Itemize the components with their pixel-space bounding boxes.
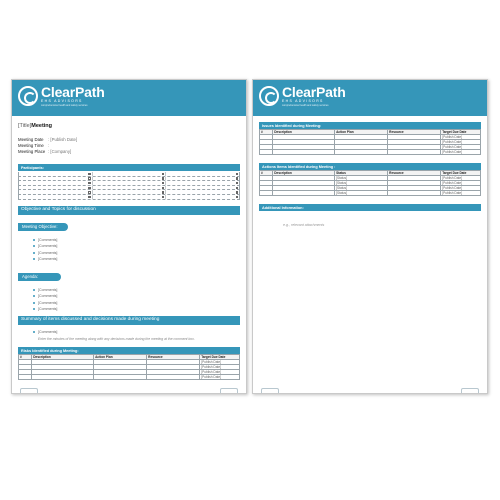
participant-checkbox[interactable] bbox=[236, 196, 238, 198]
participant-checkbox[interactable] bbox=[162, 187, 164, 189]
table-row[interactable]: [Status] [Publish Date] bbox=[260, 181, 481, 186]
meeting-time-value[interactable]: : bbox=[48, 143, 50, 148]
table-row[interactable]: [Status] [Publish Date] bbox=[260, 191, 481, 196]
attachments-placeholder[interactable]: e.g., relevant attachments bbox=[283, 223, 325, 227]
risks-table: # Description Action Plan Resource Target Due Date [Publish Date] [Publish Date] [Publish Date] [Publish Date] bbox=[18, 354, 240, 380]
comment-item[interactable]: [Comments] bbox=[38, 329, 240, 336]
participant-checkbox[interactable] bbox=[88, 182, 90, 184]
risks-table-header: Risks Identified during Meeting: bbox=[18, 347, 240, 354]
table-row[interactable]: [Publish Date] bbox=[19, 375, 240, 380]
participants-row bbox=[18, 195, 240, 200]
brand-name: ClearPath bbox=[282, 84, 346, 100]
table-row[interactable]: [Publish Date] bbox=[260, 150, 481, 155]
brand-sub: EHS ADVISORS bbox=[41, 99, 83, 103]
summary-comments bbox=[18, 329, 240, 336]
brand-tagline: comprehensive health and safety services bbox=[282, 104, 329, 107]
objective-section-header: Objective and Topics for discussion bbox=[18, 206, 240, 215]
comment-item[interactable]: [Comments] bbox=[38, 293, 240, 300]
participant-checkbox[interactable] bbox=[162, 191, 164, 193]
brand-sub: EHS ADVISORS bbox=[282, 99, 324, 103]
meeting-place-label: Meeting Place bbox=[18, 149, 46, 154]
table-row[interactable]: [Publish Date] bbox=[19, 365, 240, 370]
actions-table: # Description Status Resource Target Due Date [Status] [Publish Date] [Status] [Publish Date] [Status] [Publish Date] [Status] [Publish Date] bbox=[259, 170, 481, 196]
participant-checkbox[interactable] bbox=[236, 187, 238, 189]
comment-item[interactable]: [Comments] bbox=[38, 243, 240, 250]
participant-checkbox[interactable] bbox=[88, 177, 90, 179]
footer-tab bbox=[461, 388, 479, 393]
table-row[interactable]: [Status] [Publish Date] bbox=[260, 186, 481, 191]
meeting-objective-pill: Meeting Objective: bbox=[18, 223, 68, 231]
meeting-date-label: Meeting Date bbox=[18, 137, 44, 142]
page-header bbox=[12, 80, 246, 116]
clearpath-logo-icon bbox=[259, 86, 279, 106]
participant-checkbox[interactable] bbox=[88, 173, 90, 175]
participant-checkbox[interactable] bbox=[88, 196, 90, 198]
participant-checkbox[interactable] bbox=[236, 182, 238, 184]
table-row[interactable]: [Publish Date] bbox=[260, 145, 481, 150]
participant-checkbox[interactable] bbox=[236, 191, 238, 193]
participant-checkbox[interactable] bbox=[162, 196, 164, 198]
summary-note: Enter the minutes of the meeting along with any decisions made during the meeting at the comment box. bbox=[38, 337, 195, 342]
comment-item[interactable]: [Comments] bbox=[38, 250, 240, 257]
table-row[interactable]: [Publish Date] bbox=[260, 135, 481, 140]
meeting-meta bbox=[18, 137, 240, 155]
agenda-comments bbox=[18, 287, 240, 313]
participant-checkbox[interactable] bbox=[162, 182, 164, 184]
issues-table: # Description Action Plan Resource Target Due Date [Publish Date] [Publish Date] [Publish Date] [Publish Date] bbox=[259, 129, 481, 155]
footer-tab bbox=[261, 388, 279, 393]
comment-item[interactable]: [Comments] bbox=[38, 306, 240, 313]
additional-info-header: Additional Information: bbox=[259, 204, 481, 211]
clearpath-logo-icon bbox=[18, 86, 38, 106]
participant-checkbox[interactable] bbox=[88, 191, 90, 193]
footer-tab bbox=[220, 388, 238, 393]
meeting-time-label: Meeting Time bbox=[18, 143, 44, 148]
meeting-place-value[interactable]: : [Company] bbox=[48, 149, 72, 154]
table-row[interactable]: [Publish Date] bbox=[19, 370, 240, 375]
table-row[interactable]: [Publish Date] bbox=[260, 140, 481, 145]
participant-checkbox[interactable] bbox=[236, 177, 238, 179]
summary-section-header: Summary of items discussed and decisions made during meeting bbox=[18, 316, 240, 325]
participants-table bbox=[18, 172, 240, 200]
participants-header: Participants: bbox=[18, 164, 240, 171]
table-row[interactable]: [Publish Date] bbox=[19, 360, 240, 365]
agenda-pill: Agenda: bbox=[18, 273, 61, 281]
table-row[interactable]: [Status] [Publish Date] bbox=[260, 176, 481, 181]
comment-item[interactable]: [Comments] bbox=[38, 237, 240, 244]
comment-item[interactable]: [Comments] bbox=[38, 287, 240, 294]
document-page-2 bbox=[252, 79, 488, 394]
brand-tagline: comprehensive health and safety services bbox=[41, 104, 88, 107]
brand-logo bbox=[18, 85, 105, 107]
objective-comments bbox=[18, 237, 240, 263]
issues-table-header: Issues Identified during Meeting: bbox=[259, 122, 481, 129]
brand-name: ClearPath bbox=[41, 84, 105, 100]
brand-logo bbox=[259, 85, 346, 107]
comment-item[interactable]: [Comments] bbox=[38, 300, 240, 307]
comment-item[interactable]: [Comments] bbox=[38, 256, 240, 263]
participant-checkbox[interactable] bbox=[162, 173, 164, 175]
footer-tab bbox=[20, 388, 38, 393]
participant-checkbox[interactable] bbox=[236, 173, 238, 175]
document-title[interactable]: [Title]Meeting bbox=[18, 123, 53, 129]
page-header bbox=[253, 80, 487, 116]
meeting-date-value[interactable]: : [Publish Date] bbox=[48, 137, 78, 142]
actions-table-header: Actions Items Identified during Meeting : bbox=[259, 163, 481, 170]
participant-checkbox[interactable] bbox=[88, 187, 90, 189]
participant-checkbox[interactable] bbox=[162, 177, 164, 179]
document-page-1 bbox=[11, 79, 247, 394]
